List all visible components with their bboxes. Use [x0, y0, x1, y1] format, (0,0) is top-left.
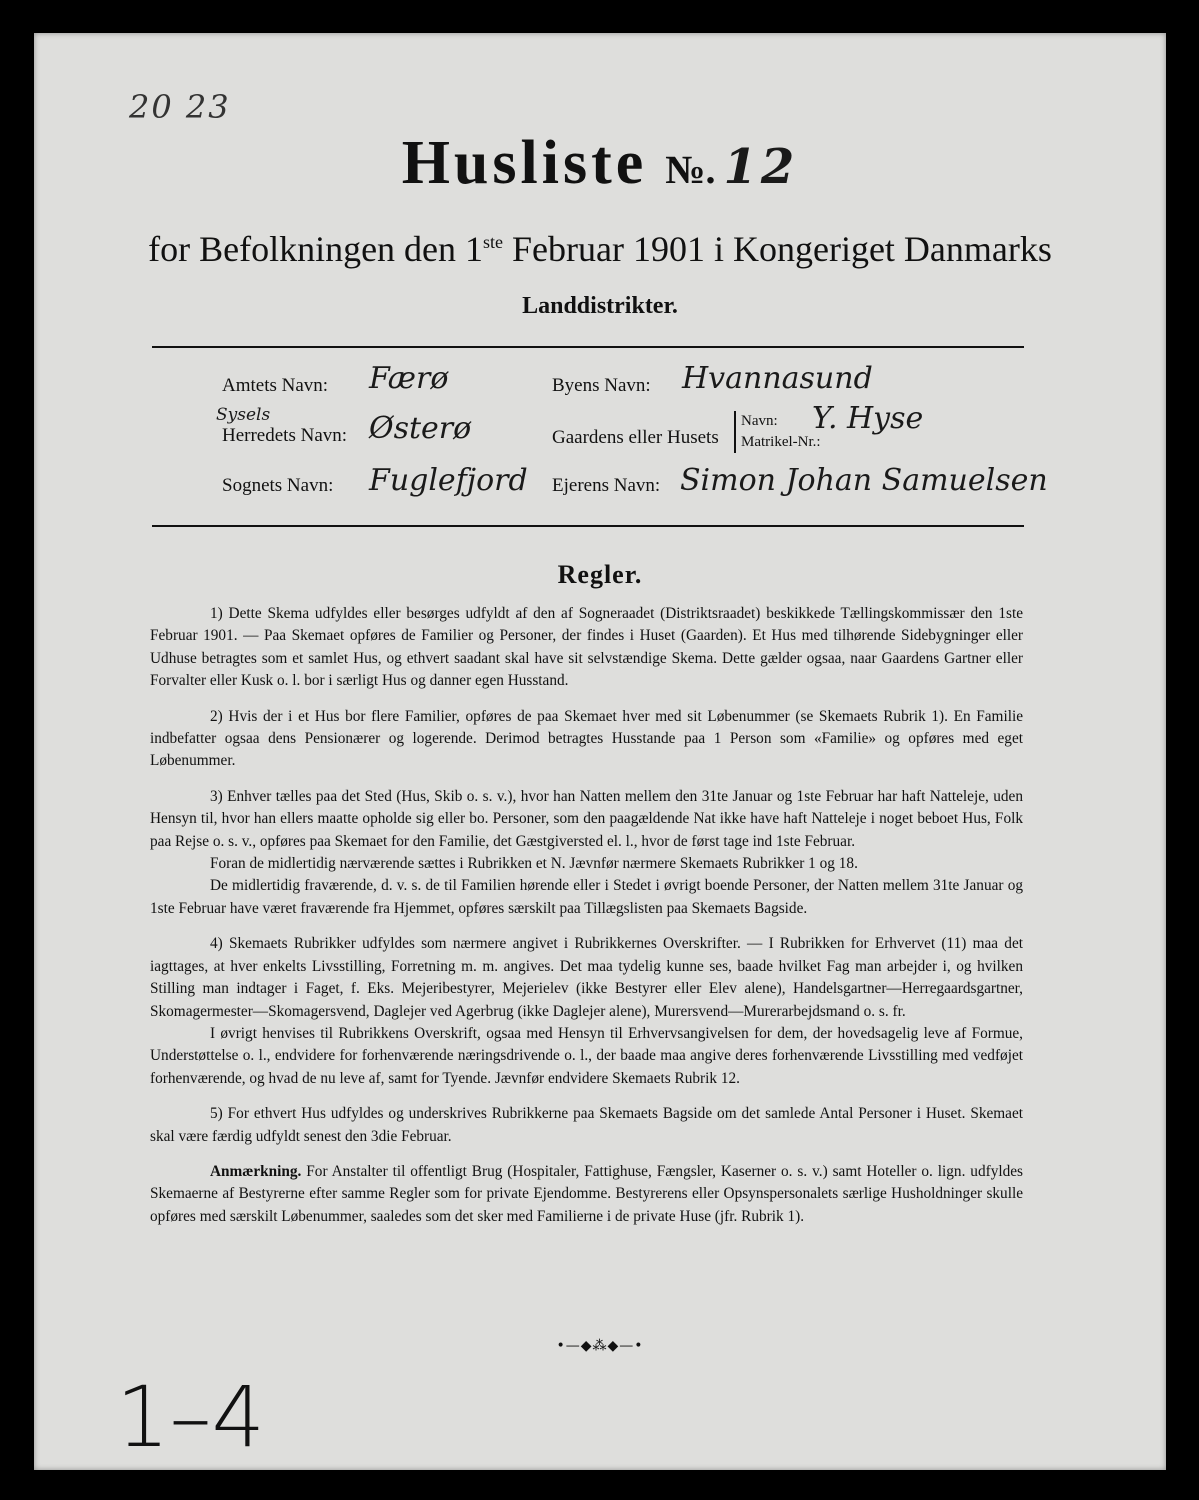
ejer-label: Ejerens Navn: [552, 475, 661, 496]
rules-text [150, 603, 1023, 1241]
sogn-value: Fuglefjord [369, 463, 528, 498]
form-subtitle [34, 228, 1166, 270]
title-main: Husliste [401, 129, 648, 197]
gaard-label: Gaardens eller Husets [552, 427, 719, 448]
form-subtitle-2: Landdistrikter. [522, 293, 678, 319]
herred-value: Østerø [369, 411, 472, 446]
rule-1: 1) Dette Skema udfyldes eller besørges udfyldt af den af Sogneraadet (Distriktsraadet) beskikkede Tællingskommissær den 1ste Februar 1901. — Paa Skemaet opføres de Familier og Personer, der findes i Huset (Gaarden). Et Hus med tilhørende Sidebygninger eller Udhuse betragtes som et samlet Hus, og ethvert saadant skal have sit selvstændige Skema. Dette gælder ogsaa, naar Gaardens Gartner eller Forvalter eller Kusk o. l. bor i særligt Hus og danner egen Husstand. [150, 605, 1023, 690]
title-number-value: 12 [723, 139, 799, 195]
gaard-matr-label: Matrikel-Nr.: [741, 434, 821, 450]
herred-label: Herredets Navn: [222, 425, 348, 446]
rule-2: 2) Hvis der i et Hus bor flere Familier, opføres de paa Skemaet hver med sit Løbenummer (se Skemaets Rubrik 1). En Familie indbefatter ogsaa dens Pensionærer og logerende. Derimod betragtes Husstande paa 1 Person som «Familie» og opføres med eget Løbenummer. [150, 707, 1023, 770]
ejer-value: Simon Johan Samuelsen [680, 463, 1048, 498]
gaard-navn-label: Navn: [741, 413, 778, 429]
rule-4: 4) Skemaets Rubrikker udfyldes som nærmere angivet i Rubrikkernes Overskrifter. — I Rubrikken for Erhvervet (11) maa det iagttages, at hver enkelts Livsstilling, Forretning m. m. angives. Det maa tydelig kunne ses, baade hvilket Fag man arbejder i, og hvilken Stilling man indtager i Faget, f. Eks. Mejeribestyrer, Mejerielev (ikke Bestyrer eller Elev alene), Handelsgartner—Herregaardsgartner, Skomagermester—Skomagersvend, Daglejer ved Agerbrug (ikke Daglejer alene), Murersvend—Murerarbejdsmand o. s. fr. [150, 935, 1023, 1020]
rule-3-note-present: Foran de midlertidig nærværende sættes i Rubrikken et N. Jævnfør nærmere Skemaets Rubrikker 1 og 18. [210, 855, 858, 873]
ornament-divider: •—◆⁂◆—• [556, 1338, 644, 1354]
census-form-sheet [34, 33, 1166, 1470]
amt-value: Færø [369, 361, 449, 396]
gaard-bracket [734, 411, 821, 453]
title-number-label: №. [665, 147, 716, 192]
rule-4-note: I øvrigt henvises til Rubrikkens Overskrift, ogsaa med Hensyn til Erhvervsangivelsen for dem, der hovedsagelig leve af Formue, Understøttelse o. l., endvidere for forhenværende næringsdrivende o. l., der baade maa angive deres forhenværende Livsstilling med vedføjet forhenværende, og hvad de nu leve af, samt for Tyende. Jævnfør endvidere Skemaets Rubrik 12. [150, 1024, 1023, 1087]
subtitle-part-2: Februar 1901 i Kongeriget Danmarks [503, 229, 1052, 269]
rules-title: Regler. [557, 560, 643, 589]
form-title [34, 128, 1166, 199]
amt-label: Amtets Navn: [222, 375, 329, 396]
rule-5: 5) For ethvert Hus udfyldes og underskrives Rubrikkerne paa Skemaets Bagside om det samlede Antal Personer i Huset. Skemaet skal være færdig udfyldt senest den 3die Februar. [150, 1105, 1023, 1145]
page-range-number: 1–4 [116, 1368, 265, 1466]
gaard-navn-value: Y. Hyse [812, 401, 924, 436]
subtitle-part-1: for Befolkningen den 1 [148, 229, 484, 269]
archive-number: 20 23 [129, 88, 231, 126]
annotation-text: For Anstalter til offentligt Brug (Hospitaler, Fattighuse, Fængsler, Kaserner o. s. v.) samt Hoteller o. lign. udfyldes Skemaerne af Bestyrerne efter samme Regler som for private Ejendomme. Bestyrerens eller Opsynspersonalets særlige Husholdninger skulle opføres med særskilt Løbenummer, saaledes som det sker med Familierne i de private Huse (jfr. Rubrik 1). [150, 1162, 1023, 1225]
annotation-label: Anmærkning. [210, 1162, 302, 1180]
rule-3: 3) Enhver tælles paa det Sted (Hus, Skib o. s. v.), hvor han Natten mellem den 31te Januar og 1ste Februar har haft Natteleje, uden Hensyn til, hvor han ellers maatte opholde sig eller bo. Personer, som den paagældende Nat ikke have haft Natteleje i noget beboet Hus, Folk paa Rejse o. s. v., opføres paa Skemaet for den Familie, det Gæstgiversted el. l., hvor de først tage ind 1ste Februar. [150, 787, 1023, 850]
rule-3-note-absent: De midlertidig fraværende, d. v. s. de til Familien hørende eller i Stedet i øvrigt boende Personer, der Natten mellem 31te Januar og 1ste Februar have været fraværende fra Hjemmet, opføres særskilt paa Tillægslisten paa Skemaets Bagside. [150, 877, 1023, 917]
annotation [150, 1161, 1023, 1228]
subtitle-superscript: ste [483, 232, 504, 252]
top-rule [152, 346, 1024, 348]
bottom-rule [152, 525, 1024, 527]
herred-correction: Sysels [216, 405, 271, 425]
by-value: Hvannasund [682, 361, 873, 396]
by-label: Byens Navn: [552, 375, 651, 396]
sogn-label: Sognets Navn: [222, 475, 334, 496]
